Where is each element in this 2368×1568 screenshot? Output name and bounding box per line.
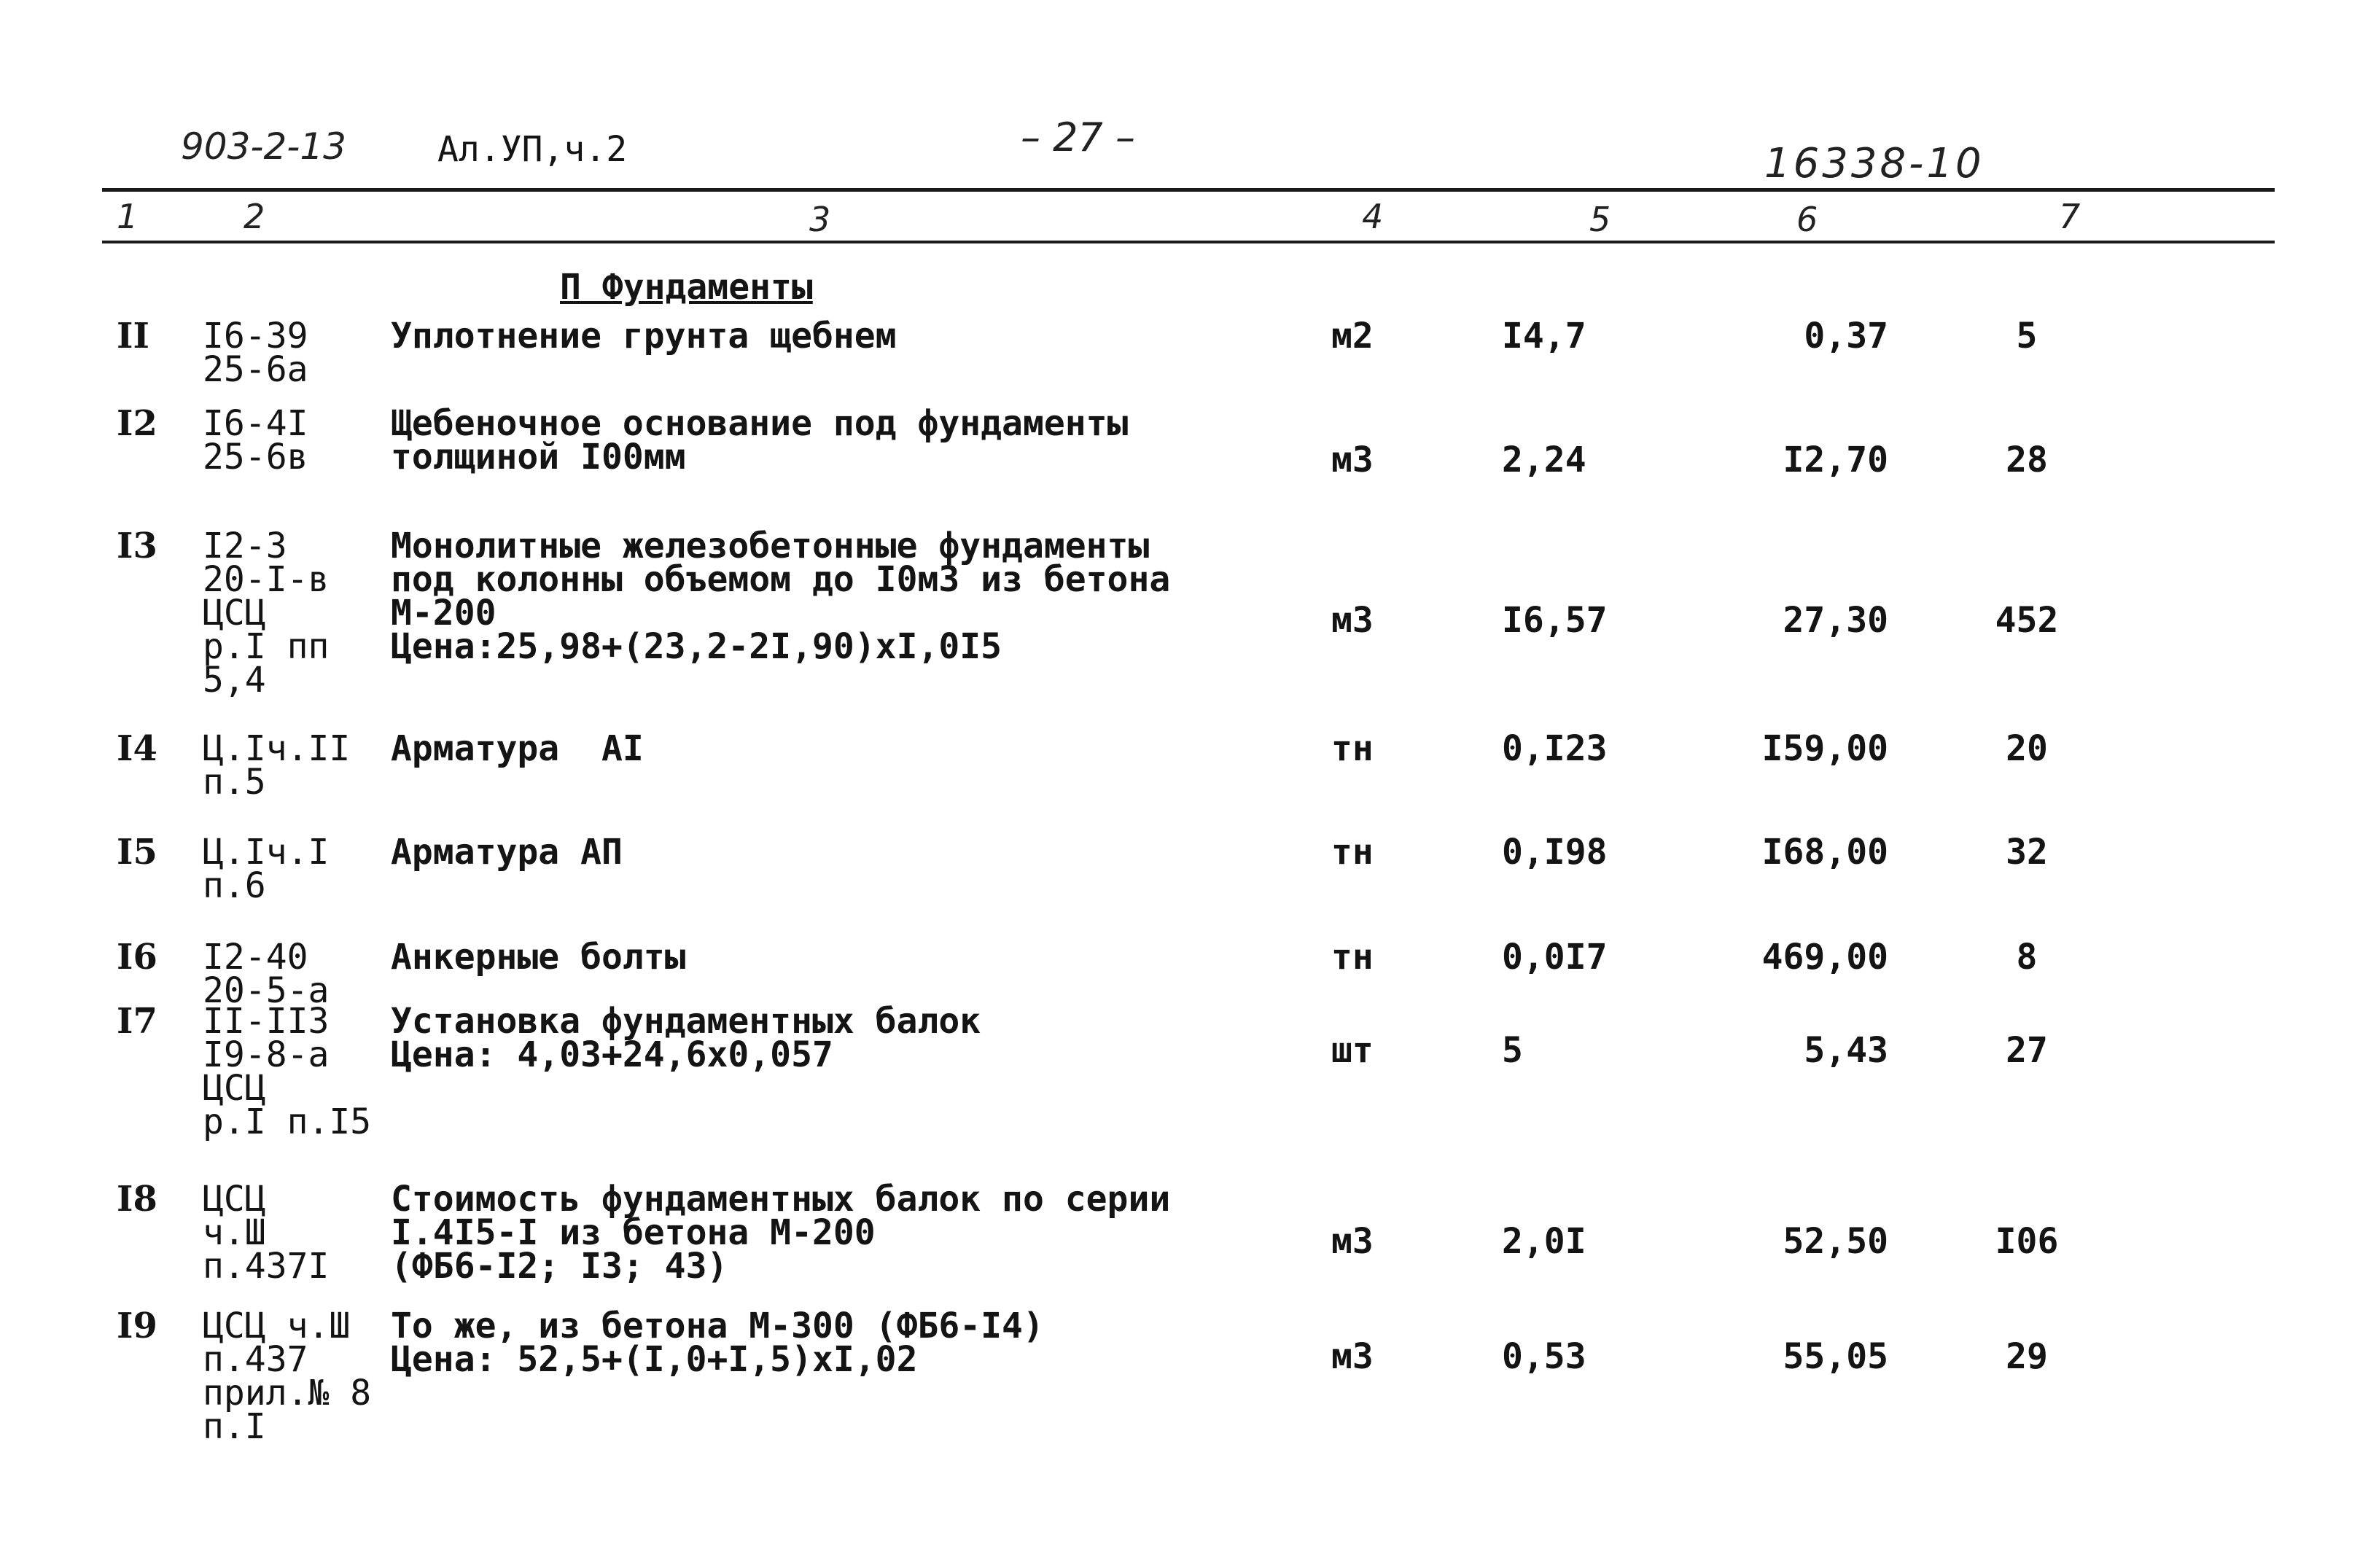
row-7-name: Установка фундаментных балок Цена: 4,03+24,6х0,057 bbox=[391, 1001, 981, 1075]
row-9-unit: м3 bbox=[1331, 1336, 1374, 1377]
row-2-code: I6-4I 25-6в bbox=[203, 403, 308, 477]
row-9-code: ЦСЦ ч.Ш п.437 прил.№ 8 п.I bbox=[203, 1306, 372, 1447]
table-top-rule bbox=[102, 188, 2275, 192]
row-2-unit: м3 bbox=[1331, 440, 1374, 480]
column-header-6: 6 bbox=[1796, 200, 1818, 239]
album-reference: Ал.УП,ч.2 bbox=[437, 129, 628, 170]
column-header-1: 1 bbox=[117, 197, 139, 236]
row-5-unit: тн bbox=[1331, 832, 1374, 873]
row-8-total: I06 bbox=[1995, 1221, 2059, 1262]
row-3-name: Монолитные железобетонные фундаменты под колонны объемом до I0м3 из бетона М-200 Цена:25,98+(23,2-2I,90)хI,0I5 bbox=[391, 526, 1171, 667]
page-number: – 27 – bbox=[1021, 114, 1136, 160]
row-5-total: 32 bbox=[2006, 832, 2048, 873]
row-8-name: Стоимость фундаментных балок по серии I.4I5-I из бетона М-200 (ФБ6-I2; I3; 43) bbox=[391, 1179, 1171, 1287]
row-7-no: I7 bbox=[117, 1001, 157, 1042]
row-4-total: 20 bbox=[2006, 728, 2048, 769]
row-8-qty: 2,0I bbox=[1502, 1221, 1586, 1262]
row-3-code: I2-3 20-I-в ЦСЦ р.I пп 5,4 bbox=[203, 526, 330, 701]
row-7-price: 5,43 bbox=[1804, 1030, 1888, 1071]
row-6-code: I2-40 20-5-а bbox=[203, 937, 330, 1011]
row-1-total: 5 bbox=[2016, 316, 2038, 356]
document-code: 903-2-13 bbox=[181, 125, 346, 168]
row-6-no: I6 bbox=[117, 937, 157, 978]
column-header-4: 4 bbox=[1362, 197, 1384, 236]
row-5-code: Ц.Iч.I п.6 bbox=[203, 832, 330, 906]
row-6-total: 8 bbox=[2016, 937, 2038, 978]
row-1-qty: I4,7 bbox=[1502, 316, 1586, 356]
row-4-no: I4 bbox=[117, 728, 157, 769]
column-header-5: 5 bbox=[1589, 200, 1611, 239]
row-5-price: I68,00 bbox=[1761, 832, 1888, 873]
row-4-price: I59,00 bbox=[1761, 728, 1888, 769]
row-8-price: 52,50 bbox=[1783, 1221, 1888, 1262]
row-6-unit: тн bbox=[1331, 937, 1374, 978]
row-3-no: I3 bbox=[117, 526, 157, 566]
row-5-name: Арматура АП bbox=[391, 832, 623, 873]
column-header-7: 7 bbox=[2059, 197, 2081, 236]
row-3-total: 452 bbox=[1995, 600, 2059, 641]
row-5-no: I5 bbox=[117, 832, 157, 873]
section-title: П Фундаменты bbox=[560, 267, 813, 308]
row-5-qty: 0,I98 bbox=[1502, 832, 1608, 873]
row-9-total: 29 bbox=[2006, 1336, 2048, 1377]
row-8-no: I8 bbox=[117, 1179, 157, 1220]
row-4-unit: тн bbox=[1331, 728, 1374, 769]
row-1-no: II bbox=[117, 316, 149, 356]
row-4-code: Ц.Iч.II п.5 bbox=[203, 728, 351, 803]
row-3-unit: м3 bbox=[1331, 600, 1374, 641]
row-9-qty: 0,53 bbox=[1502, 1336, 1586, 1377]
row-2-name: Щебеночное основание под фундаменты толщиной I00мм bbox=[391, 403, 1129, 477]
row-8-unit: м3 bbox=[1331, 1221, 1374, 1262]
row-9-price: 55,05 bbox=[1783, 1336, 1888, 1377]
row-2-qty: 2,24 bbox=[1502, 440, 1586, 480]
row-4-name: Арматура АI bbox=[391, 728, 644, 769]
row-1-price: 0,37 bbox=[1804, 316, 1888, 356]
column-header-2: 2 bbox=[244, 197, 265, 236]
row-9-no: I9 bbox=[117, 1306, 157, 1346]
row-3-qty: I6,57 bbox=[1502, 600, 1608, 641]
row-1-name: Уплотнение грунта щебнем bbox=[391, 316, 897, 356]
row-7-code: II-II3 I9-8-а ЦСЦ р.I п.I5 bbox=[203, 1001, 372, 1142]
row-2-total: 28 bbox=[2006, 440, 2048, 480]
row-1-unit: м2 bbox=[1331, 316, 1374, 356]
row-7-unit: шт bbox=[1331, 1030, 1374, 1071]
row-8-code: ЦСЦ ч.Ш п.437I bbox=[203, 1179, 330, 1287]
row-6-qty: 0,0I7 bbox=[1502, 937, 1608, 978]
row-2-no: I2 bbox=[117, 403, 157, 444]
column-header-3: 3 bbox=[809, 200, 831, 239]
row-4-qty: 0,I23 bbox=[1502, 728, 1608, 769]
row-3-price: 27,30 bbox=[1783, 600, 1888, 641]
row-1-code: I6-39 25-6а bbox=[203, 316, 308, 390]
row-2-price: I2,70 bbox=[1783, 440, 1888, 480]
row-6-name: Анкерные болты bbox=[391, 937, 686, 978]
row-9-name: То же, из бетона М-300 (ФБ6-I4) Цена: 52,5+(I,0+I,5)хI,02 bbox=[391, 1306, 1044, 1380]
row-6-price: 469,00 bbox=[1761, 937, 1888, 978]
row-7-qty: 5 bbox=[1502, 1030, 1523, 1071]
inventory-number: 16338-10 bbox=[1764, 140, 1985, 187]
table-header-rule bbox=[102, 241, 2275, 243]
row-7-total: 27 bbox=[2006, 1030, 2048, 1071]
